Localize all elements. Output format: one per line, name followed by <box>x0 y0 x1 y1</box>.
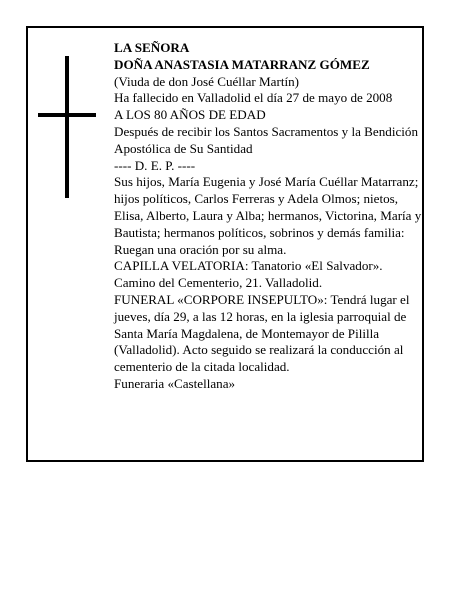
death-line: Ha fallecido en Valladolid el día 27 de mayo de 2008 <box>114 90 393 106</box>
rip-line: ---- D. E. P. ---- <box>114 157 196 173</box>
widow-of-line: (Viuda de don José Cuéllar Martín) <box>114 73 300 89</box>
chapel-paragraph: CAPILLA VELATORIA: Tanatorio «El Salvador». Camino del Cementerio, 21. Valladolid. <box>114 258 383 291</box>
family-paragraph: Sus hijos, María Eugenia y José María Cuéllar Matarranz; hijos políticos, Carlos Ferreras y Adela Olmos; nietos, Elisa, Alberto, Laura y Alba; hermanos, Victorina, María y Bautista; hermanos políticos, sobrinos y demás familia: <box>114 174 422 240</box>
deceased-name: DOÑA ANASTASIA MATARRANZ GÓMEZ <box>114 56 370 72</box>
notice-text <box>114 40 422 393</box>
cross-icon <box>38 56 96 198</box>
prayer-line: Ruegan una oración por su alma. <box>114 241 287 257</box>
cross-horizontal-bar <box>38 113 96 117</box>
cross-vertical-bar <box>65 56 69 198</box>
funeral-paragraph: FUNERAL «CORPORE INSEPULTO»: Tendrá lugar el jueves, día 29, a las 12 horas, en la iglesia parroquial de Santa María Magdalena, de Montemayor de Pililla (Valladolid). Acto seguido se realizará la conducción al cementerio de la citada localidad. <box>114 291 410 375</box>
obituary-notice <box>26 26 424 462</box>
notice-title: LA SEÑORA <box>114 40 190 55</box>
funeral-home-line: Funeraria «Castellana» <box>114 375 236 391</box>
age-line: A LOS 80 AÑOS DE EDAD <box>114 107 266 123</box>
sacraments-line: Después de recibir los Santos Sacramentos y la Bendición Apostólica de Su Santidad <box>114 123 418 156</box>
